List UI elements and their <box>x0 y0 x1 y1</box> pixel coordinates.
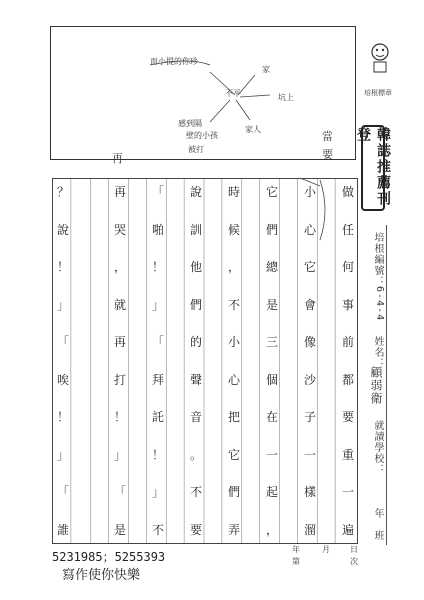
essay-char: 哭 <box>113 222 126 237</box>
essay-char: 小 <box>303 185 316 199</box>
recommend-badge: 韓誌推薦刊登 <box>361 125 385 211</box>
essay-char: 們 <box>265 222 278 237</box>
mindmap-center: 不平 <box>225 89 241 98</box>
peigen-logo-icon <box>368 40 392 88</box>
footer-page: 第 <box>292 557 300 566</box>
footer-slogan: 寫作使你快樂 <box>62 568 141 583</box>
essay-char: 託 <box>151 410 164 425</box>
essay-char: 「 <box>151 335 164 350</box>
essay-char: 」 <box>56 447 69 462</box>
essay-char: 是 <box>265 297 278 312</box>
essay-char: 「 <box>151 185 164 199</box>
essay-char: 時 <box>227 185 240 199</box>
essay-char: 」 <box>56 297 69 312</box>
essay-char: 前 <box>341 335 354 350</box>
mindmap-title-right-2: 要 <box>322 148 333 161</box>
essay-column-2 <box>301 179 319 543</box>
essay-char: 是 <box>113 522 126 537</box>
essay-char: ！ <box>113 410 126 425</box>
id-label: 培根編號： <box>372 232 383 287</box>
essay-char: 」 <box>151 297 164 312</box>
essay-char: 一 <box>341 485 354 500</box>
essay-char: 唉 <box>56 372 69 387</box>
essay-char: 在 <box>265 410 278 425</box>
essay-char: 」 <box>151 485 164 500</box>
essay-char: 弄 <box>227 522 240 537</box>
essay-char: 樣 <box>303 485 316 500</box>
essay-char: 把 <box>227 410 240 425</box>
essay-char: 一 <box>303 447 316 462</box>
essay-column-7 <box>111 179 129 543</box>
id-value: 6-4-4 <box>374 286 385 322</box>
mindmap-title-left: 再 <box>112 152 123 165</box>
essay-char: 他 <box>189 260 202 275</box>
essay-char: 它 <box>227 447 240 462</box>
essay-char: 」 <box>113 447 126 462</box>
essay-char: ， <box>113 260 126 275</box>
essay-char: ， <box>227 260 240 275</box>
essay-char: 任 <box>341 222 354 237</box>
essay-column-5 <box>187 179 205 543</box>
essay-char: 們 <box>189 297 202 312</box>
footer-year: 年 <box>292 545 300 554</box>
sidebar-divider <box>386 225 387 545</box>
mindmap-node-8: 被打 <box>188 145 204 154</box>
essay-char: ！ <box>56 410 69 425</box>
essay-char: 說 <box>56 222 69 237</box>
essay-grid <box>52 178 358 544</box>
essay-char: 說 <box>189 185 202 199</box>
essay-char: 心 <box>227 372 240 387</box>
essay-char: 「 <box>56 485 69 500</box>
essay-char: 聲 <box>189 372 202 387</box>
essay-char: 音 <box>189 410 202 425</box>
essay-char: 不 <box>151 522 164 537</box>
essay-char: 小 <box>227 335 240 350</box>
name-label: 姓名： <box>372 336 383 369</box>
essay-column-3 <box>263 179 281 543</box>
essay-char: 啪 <box>151 222 164 237</box>
essay-char: 會 <box>303 297 316 312</box>
essay-column-1 <box>339 179 357 543</box>
essay-char: 沙 <box>303 372 316 387</box>
essay-char: 個 <box>265 372 278 387</box>
mindmap-node-6: 感到隔 <box>178 119 202 128</box>
essay-column-6 <box>149 179 167 543</box>
essay-char: ！ <box>151 260 164 275</box>
essay-char: 都 <box>341 372 354 387</box>
essay-char: 何 <box>341 260 354 275</box>
essay-column-8 <box>55 179 71 543</box>
footer-month: 月 <box>322 545 330 554</box>
essay-char: 重 <box>341 447 354 462</box>
mindmap-node-4: 坑上 <box>278 93 294 102</box>
mindmap-node-1: 而小提的你珍 <box>150 57 198 66</box>
essay-char: 要 <box>189 522 202 537</box>
essay-char: 總 <box>265 260 278 275</box>
essay-char: 。 <box>189 447 202 462</box>
essay-char: 「 <box>113 485 126 500</box>
essay-char: 再 <box>113 185 126 199</box>
essay-char: 候 <box>227 222 240 237</box>
essay-char: 子 <box>303 410 316 425</box>
essay-char: 像 <box>303 335 316 350</box>
essay-char: 要 <box>341 410 354 425</box>
mindmap-node-2: 家 <box>262 65 270 74</box>
essay-char: ？ <box>56 185 69 199</box>
essay-char: 遍 <box>341 522 354 537</box>
grade-label: 年 班 <box>372 508 383 541</box>
essay-char: 起 <box>265 485 278 500</box>
essay-char: 就 <box>113 297 126 312</box>
essay-char: 「 <box>56 335 69 350</box>
essay-char: 做 <box>341 185 354 199</box>
essay-column-4 <box>225 179 243 543</box>
essay-char: 拜 <box>151 372 164 387</box>
essay-char: 訓 <box>189 222 202 237</box>
footer-day: 日 <box>350 545 358 554</box>
essay-char: 它 <box>265 185 278 199</box>
essay-char: 不 <box>227 297 240 312</box>
essay-char: ， <box>265 522 278 537</box>
essay-char: 一 <box>265 447 278 462</box>
essay-char: 溜 <box>303 522 316 537</box>
essay-char: 事 <box>341 297 354 312</box>
school-label: 就讀學校： <box>372 420 383 475</box>
footer-times: 次 <box>350 557 358 566</box>
footer-phone: 5231985；5255393 <box>52 550 166 564</box>
essay-char: 的 <box>189 335 202 350</box>
logo-caption: 培根標章 <box>364 89 392 97</box>
essay-char: 不 <box>189 485 202 500</box>
mindmap-node-5: 家人 <box>245 125 261 134</box>
essay-char: ！ <box>151 447 164 462</box>
essay-char: 們 <box>227 485 240 500</box>
name-value: 顧弱衛 <box>369 366 383 405</box>
essay-char: 打 <box>113 372 126 387</box>
mindmap-node-7: 壁的小孩 <box>186 131 218 140</box>
essay-char: 三 <box>265 335 278 350</box>
essay-char: 誰 <box>56 522 69 537</box>
essay-char: 心 <box>303 222 316 237</box>
essay-char: ！ <box>56 260 69 275</box>
mindmap-title-right: 當 <box>322 130 333 143</box>
essay-char: 再 <box>113 335 126 350</box>
essay-char: 它 <box>303 260 316 275</box>
